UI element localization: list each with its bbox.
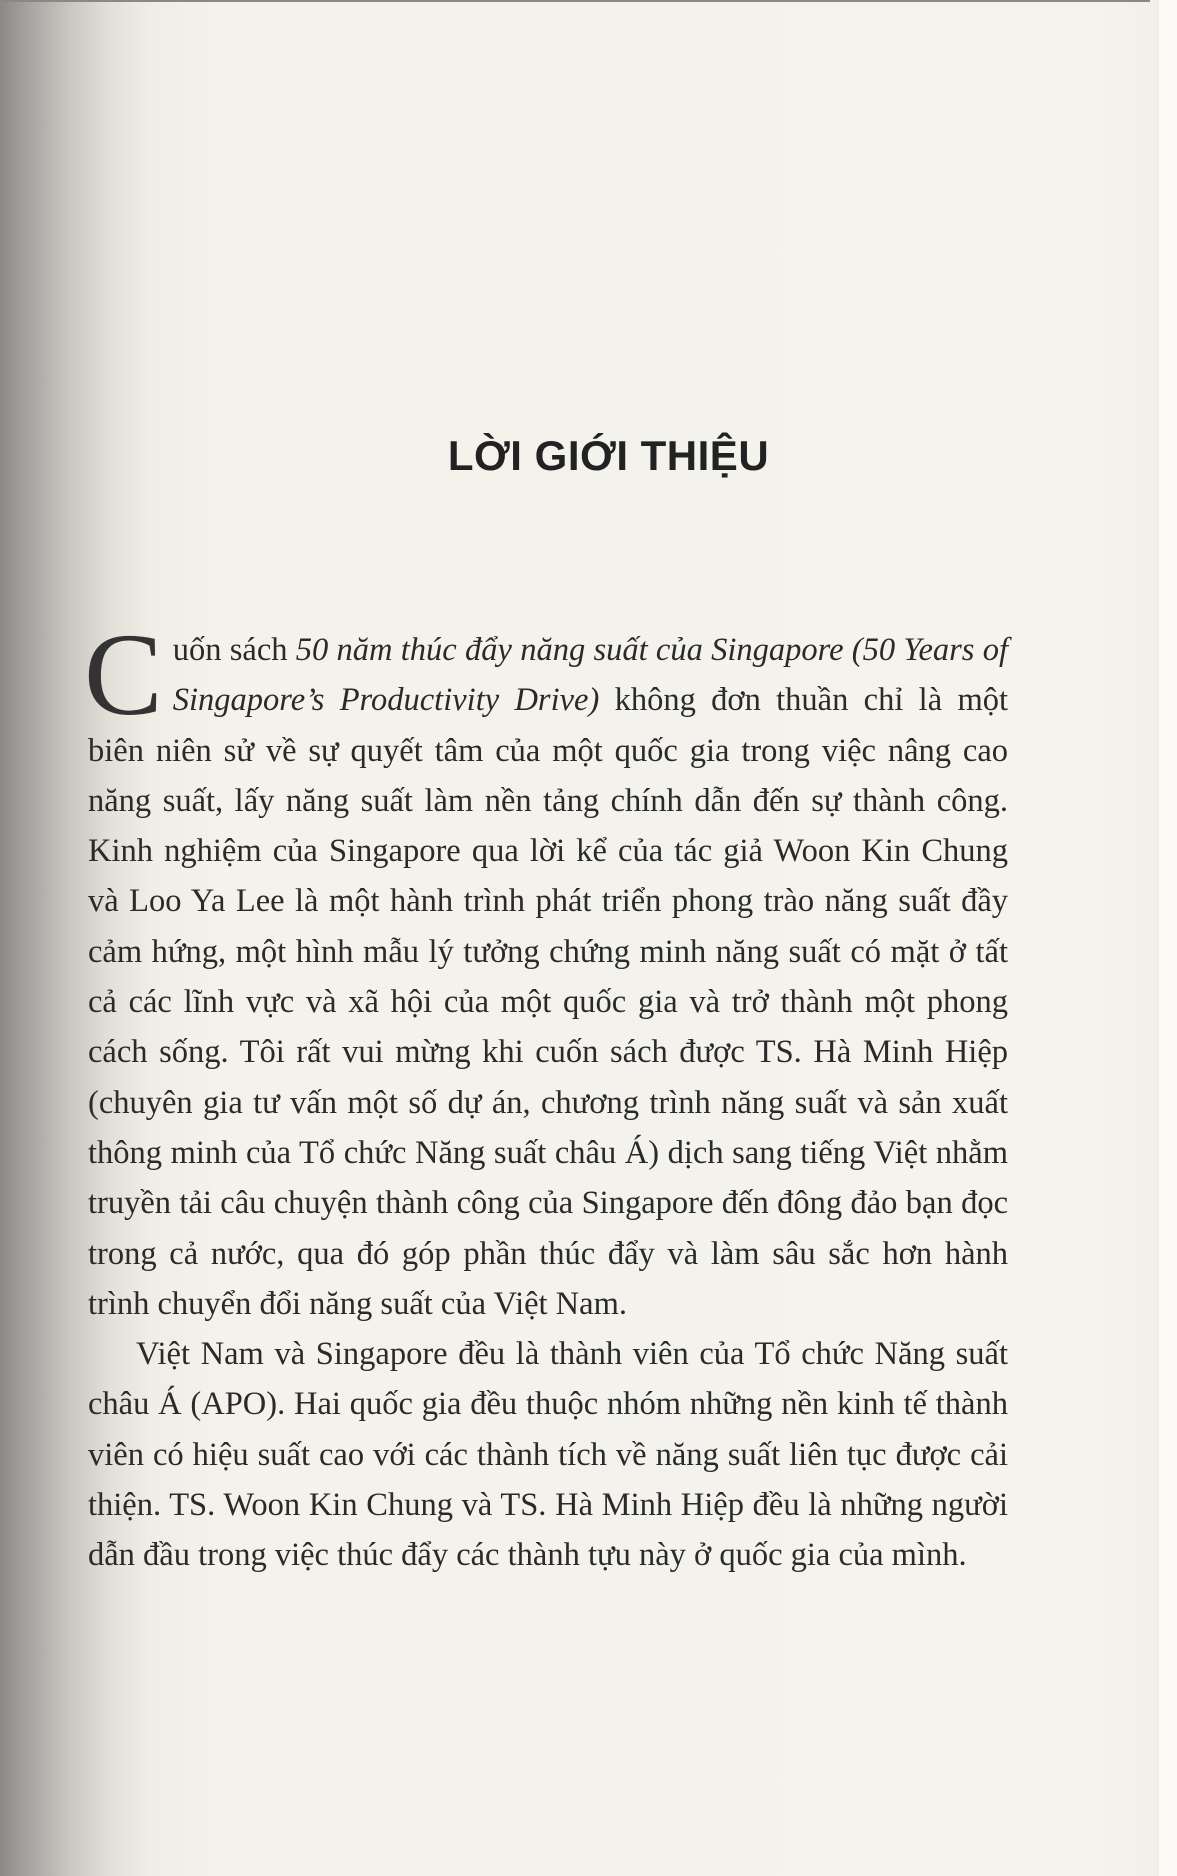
paragraph-2: Việt Nam và Singapore đều là thành viên của Tổ chức Năng suất châu Á (APO). Hai quốc gia đều thuộc nhóm những nền kinh tế thành viên có hiệu suất cao với các thành tích về năng suất liên tục được cải thiện. TS. Woon Kin Chung và TS. Hà Minh Hiệp đều là những người dẫn đầu trong việc thúc đẩy các thành tựu này ở quốc gia của mình.: [88, 1336, 1008, 1574]
page-edge: [1159, 0, 1177, 1876]
drop-cap: C: [84, 609, 163, 740]
paragraph-1-rest: không đơn thuần chỉ là một biên niên sử về sự quyết tâm của một quốc gia trong việc nâng cao năng suất, lấy năng suất làm nền tảng chính dẫn đến sự thành công. Kinh nghiệm của Singapore qua lời kể của tác giả Woon Kin Chung và Loo Ya Lee là một hành trình phát triển phong trào năng suất đầy cảm hứng, một hình mẫu lý tưởng chứng minh năng suất có mặt ở tất cả các lĩnh vực và xã hội của một quốc gia và trở thành một phong cách sống. Tôi rất vui mừng khi cuốn sách được TS. Hà Minh Hiệp (chuyên gia tư vấn một số dự án, chương trình năng suất và sản xuất thông minh của Tổ chức Năng suất châu Á) dịch sang tiếng Việt nhằm truyền tải câu chuyện thành công của Singapore đến đông đảo bạn đọc trong cả nước, qua đó góp phần thúc đẩy và làm sâu sắc hơn hành trình chuyển đổi năng suất của Việt Nam.: [88, 682, 1009, 1322]
book-title-italic: 50 năm thúc đẩy năng suất của Singapore (50 Years of Singapore’s Productivity Drive): [172, 632, 1008, 719]
page-title: LỜI GIỚI THIỆU: [447, 432, 770, 479]
paragraph-1: [84, 609, 1009, 1329]
paragraph-1-lead: uốn sách: [172, 632, 296, 668]
show-through-texture: [80, 150, 780, 180]
top-border-line: [0, 0, 1150, 2]
body-text: [84, 609, 1009, 1581]
